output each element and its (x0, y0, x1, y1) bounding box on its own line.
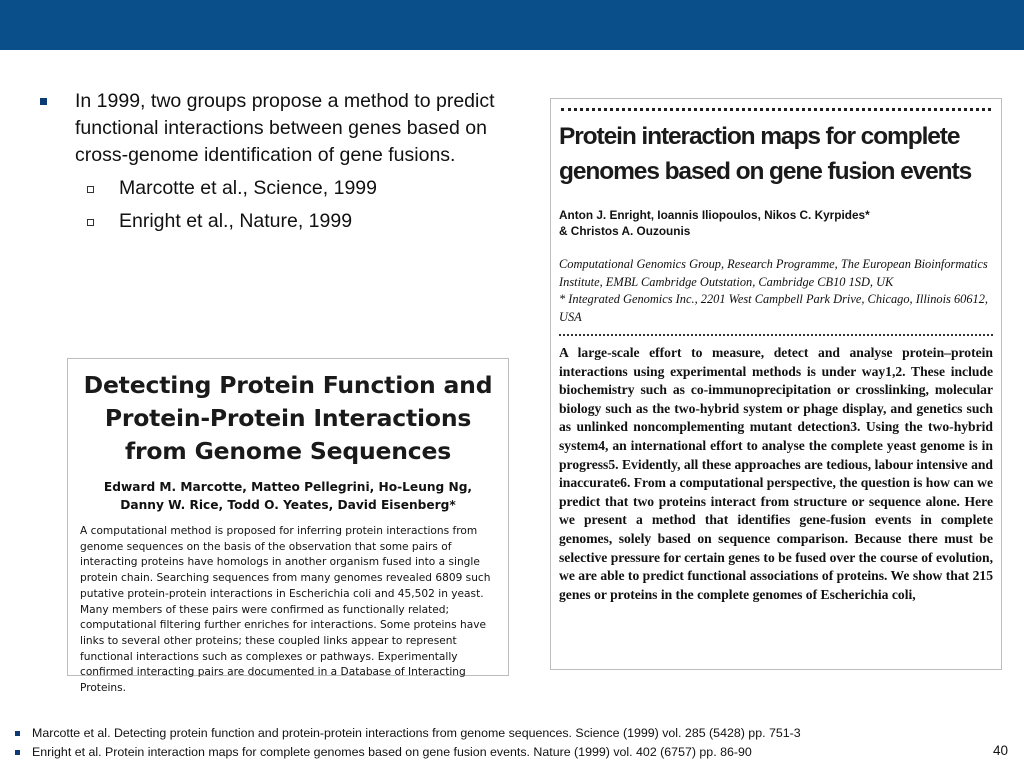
enright-authors-line: Anton J. Enright, Ioannis Iliopoulos, Nikos C. Kyrpides* (559, 208, 870, 222)
enright-authors (559, 207, 993, 239)
enright-affiliation (559, 256, 993, 326)
hollow-square-bullet-icon (87, 186, 94, 193)
header-bar (0, 0, 1024, 50)
reference-item (14, 743, 1004, 762)
sub-bullet (38, 175, 508, 202)
dotted-rule (559, 334, 993, 336)
marcotte-authors: Edward M. Marcotte, Matteo Pellegrini, Ho-Leung Ng, Danny W. Rice, Todd O. Yeates, David Eisenberg* (103, 480, 473, 512)
sub-bullet-text: Marcotte et al., Science, 1999 (119, 177, 377, 199)
reference-text: Marcotte et al. Detecting protein function and protein-protein interactions from genome sequences. Science (1999) vol. 285 (5428) pp. 751-3 (32, 726, 801, 740)
enright-paper-excerpt (550, 98, 1002, 670)
sub-bullet (38, 208, 508, 235)
square-bullet-icon (15, 731, 20, 736)
bullet-list (38, 88, 508, 235)
references (14, 724, 1004, 762)
marcotte-abstract: A computational method is proposed for inferring protein interactions from genome sequences on the basis of the observation that some pairs of interacting proteins have homologs in another organism fused into a single protein chain. Searching sequences from many genomes revealed 6809 such putative protein-protein interactions in Escherichia coli and 45,502 in yeast. Many members of these pairs were confirmed as functionally related; computational filtering further enriches for interactions. Some proteins have links to several other proteins; these coupled links appear to represent functional interactions such as complexes or pathways. Experimentally confirmed interacting pairs are documented in a Database of Interacting Proteins. (80, 525, 491, 695)
marcotte-paper-excerpt (67, 358, 509, 695)
page-number: 40 (992, 743, 1008, 758)
enright-title: Protein interaction maps for complete genomes based on gene fusion events (559, 123, 972, 185)
enright-authors-line: & Christos A. Ouzounis (559, 224, 691, 238)
enright-affiliation-line: * Integrated Genomics Inc., 2201 West Campbell Park Drive, Chicago, Illinois 60612, USA (559, 292, 989, 324)
main-bullet (38, 88, 508, 169)
square-bullet-icon (15, 750, 20, 755)
dotted-rule (561, 108, 991, 111)
enright-abstract: A large-scale effort to measure, detect and analyse protein–protein interactions using experimental methods is under way1,2. These include biochemistry such as co-immunoprecipitation or crosslinking, molecular biology such as the two-hybrid system or phage display, and genetics such as unlinked noncomplementing mutant detection3. Using the two-hybrid system4, an international effort to analyse the complete yeast genome is in progress5. Evidently, all these approaches are tedious, labour intensive and inaccurate6. From a computational perspective, the question is how can we predict that two proteins interact from structure or sequence alone. Here we present a method that identifies gene-fusion events in complete genomes, solely based on sequence comparison. Because there must be selective pressure for certain genes to be fused over the course of evolution, we are able to predict functional associations of proteins. We show that 215 genes or proteins in the complete genomes of Escherichia coli, (559, 345, 993, 602)
hollow-square-bullet-icon (87, 219, 94, 226)
main-bullet-text: In 1999, two groups propose a method to predict functional interactions between genes based on cross-genome identification of gene fusions. (75, 90, 495, 166)
square-bullet-icon (40, 98, 47, 105)
marcotte-title: Detecting Protein Function and Protein-Protein Interactions from Genome Sequences (83, 371, 493, 465)
reference-text: Enright et al. Protein interaction maps for complete genomes based on gene fusion events. Nature (1999) vol. 402 (6757) pp. 86-90 (32, 745, 752, 759)
enright-affiliation-line: Computational Genomics Group, Research Programme, The European Bioinformatics Institute, EMBL Cambridge Outstation, Cambridge CB10 1SD, UK (559, 257, 988, 289)
sub-bullet-text: Enright et al., Nature, 1999 (119, 210, 353, 232)
reference-item (14, 724, 1004, 743)
